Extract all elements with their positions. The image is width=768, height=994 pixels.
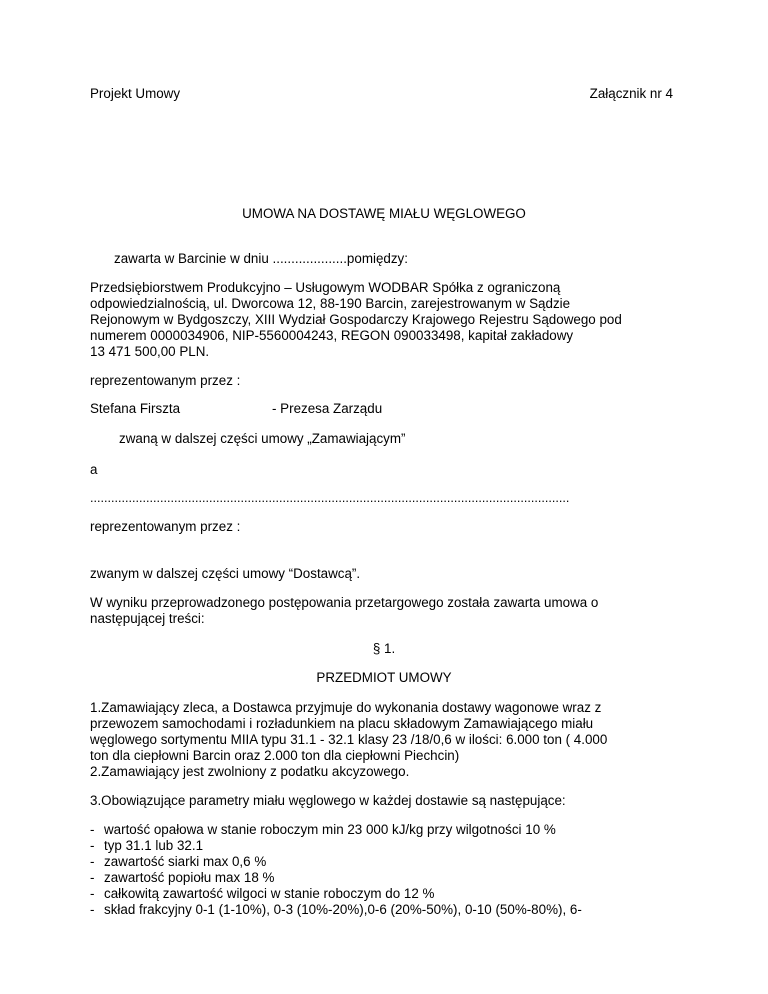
intro-line: W wyniku przeprowadzonego postępowania przetargowego została zawarta umowa o [90,595,599,610]
intro-paragraph [90,595,690,627]
representative-name: Stefana Firszta [90,401,181,416]
header-left: Projekt Umowy [90,86,181,101]
section-heading: PRZEDMIOT UMOWY [316,670,452,685]
section-number: § 1. [372,641,396,656]
party1-line: Rejonowym w Bydgoszczy, XIII Wydział Gospodarczy Krajowego Rejestru Sądowego pod [90,312,622,327]
paragraph-line: przewozem samochodami i rozładunkiem na placu składowym Zamawiającego miału [90,716,594,731]
section1-paragraph-3: 3.Obowiązujące parametry miału węglowego w każdej dostawie są następujące: [90,793,566,808]
intro-line: następującej treści: [90,611,205,626]
list-dash: - [90,822,95,837]
list-item-text: całkowitą zawartość wilgoci w stanie roboczym do 12 % [104,886,435,901]
concluded-line: zawarta w Barcinie w dniu ....................pomiędzy: [114,251,408,266]
party1-line: Przedsiębiorstwem Produkcyjno – Usługowym WODBAR Spółka z ograniczoną [90,280,561,295]
paragraph-line: 1.Zamawiający zleca, a Dostawca przyjmuje do wykonania dostawy wagonowe wraz z [90,700,602,715]
list-item-text: typ 31.1 lub 32.1 [104,838,204,853]
party1-line: odpowiedzialnością, ul. Dworcowa 12, 88-190 Barcin, zarejestrowanym w Sądzie [90,296,571,311]
party1-line: numerem 0000034906, NIP-5560004243, REGON 090033498, kapitał zakładowy [90,328,574,343]
list-dash: - [90,870,95,885]
conjunction: a [90,462,98,477]
party2-dotted-line: ......................................................................................................................................... [90,491,570,505]
list-item-text: zawartość popiołu max 18 % [104,870,275,885]
party1-called: zwaną w dalszej części umowy „Zamawiającym” [119,431,406,446]
party2-called: zwanym w dalszej części umowy “Dostawcą”. [90,566,361,581]
list-dash: - [90,854,95,869]
list-item-text: zawartość siarki max 0,6 % [104,854,267,869]
representative-role: - Prezesa Zarządu [272,401,383,416]
party1-line: 13 471 500,00 PLN. [90,344,210,359]
list-item-text: skład frakcyjny 0-1 (1-10%), 0-3 (10%-20%),0-6 (20%-50%), 0-10 (50%-80%), 6- [104,902,582,917]
paragraph-line: węglowego sortymentu MIIA typu 31.1 - 32.1 klasy 23 /18/0,6 w ilości: 6.000 ton ( 4.000 [90,732,608,747]
section1-paragraph-1 [90,700,690,780]
list-dash: - [90,902,95,917]
list-dash: - [90,886,95,901]
list-dash: - [90,838,95,853]
paragraph-line: 2.Zamawiający jest zwolniony z podatku akcyzowego. [90,764,410,779]
list-item-text: wartość opałowa w stanie roboczym min 23 000 kJ/kg przy wilgotności 10 % [104,822,556,837]
party1-description [90,280,690,360]
header-right: Załącznik nr 4 [589,86,673,101]
paragraph-line: ton dla ciepłowni Barcin oraz 2.000 ton dla ciepłowni Piechcin) [90,748,460,763]
party1-represented-by: reprezentowanym przez : [90,373,241,388]
document-title: UMOWA NA DOSTAWĘ MIAŁU WĘGLOWEGO [242,206,526,221]
party2-represented-by: reprezentowanym przez : [90,519,241,534]
